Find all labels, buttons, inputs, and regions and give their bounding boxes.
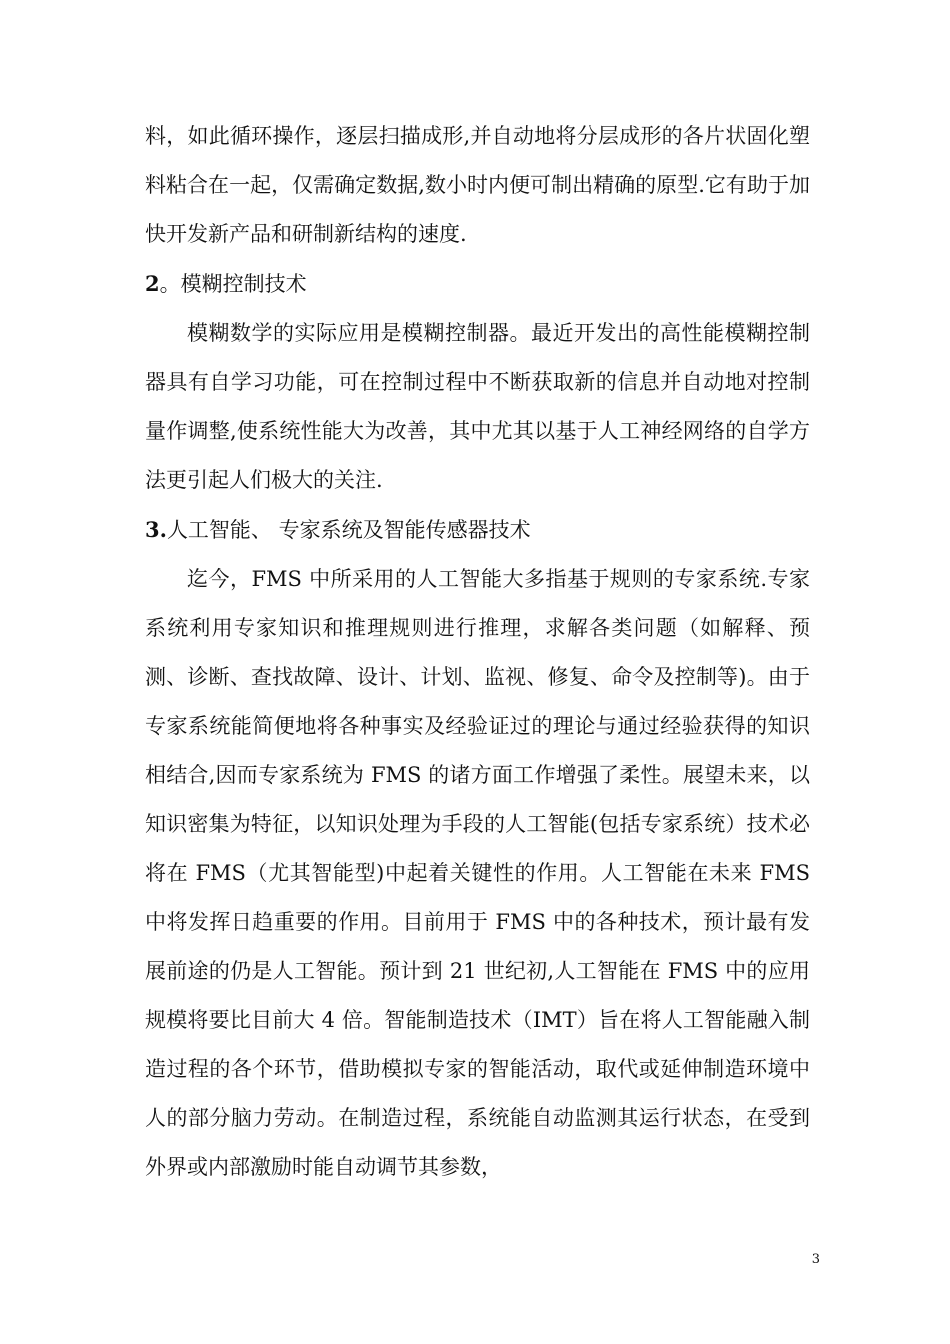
section-heading-ai-expert-systems xyxy=(145,505,810,555)
document-body xyxy=(145,112,810,1192)
paragraph-ai-expert-systems: 迄今，FMS 中所采用的人工智能大多指基于规则的专家系统.专家系统利用专家知识和推理规则进行推理，求解各类问题（如解释、预测、诊断、查找故障、设计、计划、监视、修复、命令及控制等)。由于专家系统能简便地将各种事实及经验证过的理论与通过经验获得的知识相结合,因而专家系统为 FMS 的诸方面工作增强了柔性。展望未来，以知识密集为特征，以知识处理为手段的人工智能(包括专家系统）技术必将在 FMS（尤其智能型)中起着关键性的作用。人工智能在未来 FMS 中将发挥日趋重要的作用。目前用于 FMS 中的各种技术，预计最有发展前途的仍是人工智能。预计到 21 世纪初,人工智能在 FMS 中的应用规模将要比目前大 4 倍。智能制造技术（IMT）旨在将人工智能融入制造过程的各个环节，借助模拟专家的智能活动，取代或延伸制造环境中人的部分脑力劳动。在制造过程，系统能自动监测其运行状态，在受到外界或内部激励时能自动调节其参数， xyxy=(145,567,810,1179)
section-heading-fuzzy-control xyxy=(145,259,810,309)
paragraph-fuzzy-control: 模糊数学的实际应用是模糊控制器。最近开发出的高性能模糊控制器具有自学习功能，可在控制过程中不断获取新的信息并自动地对控制量作调整,使系统性能大为改善，其中尤其以基于人工神经网络的自学方法更引起人们极大的关注. xyxy=(145,321,810,492)
section-title: 。模糊控制技术 xyxy=(159,272,307,296)
paragraph-continuation: 料，如此循环操作，逐层扫描成形,并自动地将分层成形的各片状固化塑料粘合在一起，仅需确定数据,数小时内便可制出精确的原型.它有助于加快开发新产品和研制新结构的速度. xyxy=(145,124,810,246)
section-number: 2 xyxy=(145,271,160,296)
page-number: 3 xyxy=(811,1252,820,1267)
section-title: 人工智能、 专家系统及智能传感器技术 xyxy=(166,518,531,542)
section-number: 3. xyxy=(145,517,167,542)
